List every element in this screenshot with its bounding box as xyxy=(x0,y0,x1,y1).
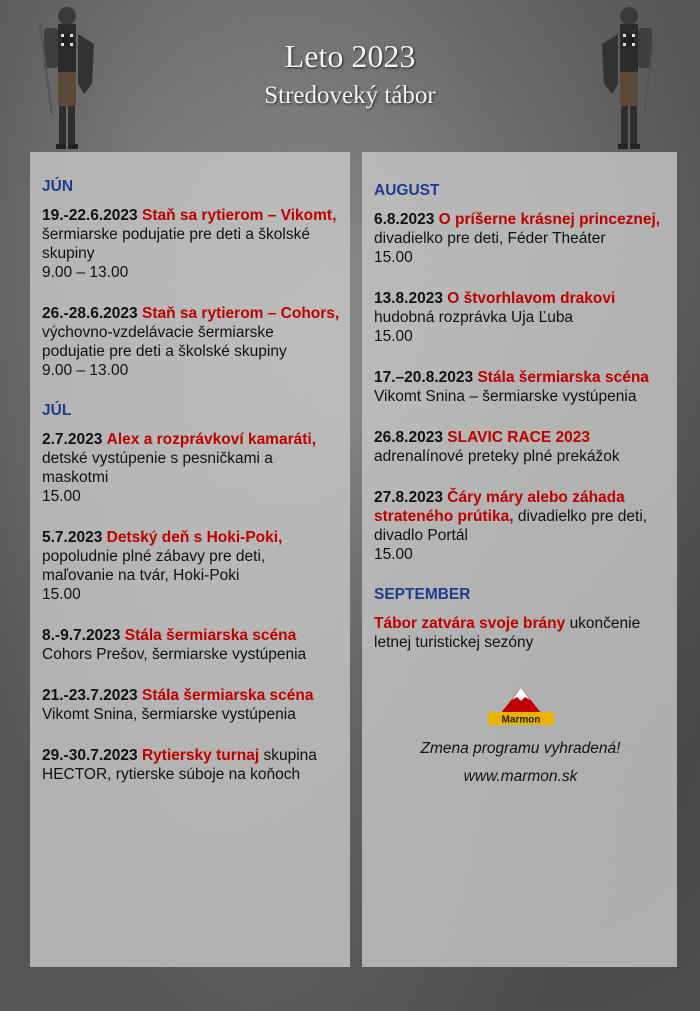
event-description: detské vystúpenie s pesničkami a maskotmi xyxy=(42,450,273,486)
marmon-logo-icon xyxy=(486,684,556,728)
event-description: Vikomt Snina, šermiarske vystúpenia xyxy=(42,706,296,723)
event-date: 19.-22.6.2023 xyxy=(42,207,138,224)
event-name: Stála šermiarska scéna xyxy=(141,687,314,704)
event-date: 17.–20.8.2023 xyxy=(374,369,474,386)
event-description: popoludnie plné zábavy pre deti, maľovanie na tvár, Hoki-Poki xyxy=(42,548,266,584)
event-item xyxy=(374,428,667,466)
event-time: 15.00 xyxy=(42,488,81,505)
event-item xyxy=(42,746,340,784)
event-description: ukončenie letnej turistickej sezóny xyxy=(374,615,641,651)
event-date: 8.-9.7.2023 xyxy=(42,627,121,644)
event-time: 9.00 – 13.00 xyxy=(42,362,129,379)
event-item xyxy=(42,430,340,506)
logo-text: Marmon xyxy=(501,714,540,726)
event-item xyxy=(42,206,340,282)
event-item xyxy=(42,626,340,664)
event-date: 27.8.2023 xyxy=(374,489,443,506)
event-description: výchovno-vzdelávacie šermiarske podujatie pre deti a školské skupiny xyxy=(42,324,287,360)
event-description: šermiarske podujatie pre deti a školské skupiny xyxy=(42,226,310,262)
event-description: divadielko pre deti, divadlo Portál xyxy=(374,508,648,544)
event-name: Alex a rozprávkoví kamaráti, xyxy=(106,431,317,448)
website-link[interactable]: www.marmon.sk xyxy=(463,768,578,785)
event-name: Stála šermiarska scéna xyxy=(124,627,297,644)
event-name: Tábor zatvára svoje brány xyxy=(374,615,566,632)
event-date: 26.-28.6.2023 xyxy=(42,305,138,322)
month-heading: SEPTEMBER xyxy=(374,586,471,603)
month-heading: JÚL xyxy=(42,402,72,419)
event-name: Stála šermiarska scéna xyxy=(477,369,649,386)
event-description: Vikomt Snina – šermiarske vystúpenia xyxy=(374,388,637,405)
event-name: Staň sa rytierom – Cohors, xyxy=(141,305,340,322)
event-description: skupina HECTOR, rytierske súboje na koňoch xyxy=(42,747,317,783)
event-description: Cohors Prešov, šermiarske vystúpenia xyxy=(42,646,307,663)
event-name: Detský deň s Hoki-Poki, xyxy=(106,529,283,546)
event-description: divadielko pre deti, Féder Theáter xyxy=(374,230,606,247)
event-item xyxy=(42,304,340,380)
knight-right-icon xyxy=(596,4,662,152)
event-date: 5.7.2023 xyxy=(42,529,103,546)
event-time: 15.00 xyxy=(42,586,81,603)
event-date: 6.8.2023 xyxy=(374,211,435,228)
knight-left-icon xyxy=(34,4,100,152)
event-date: 29.-30.7.2023 xyxy=(42,747,138,764)
event-name: O príšerne krásnej princeznej, xyxy=(438,211,661,228)
event-time: 15.00 xyxy=(374,328,413,345)
month-heading: JÚN xyxy=(42,178,74,195)
event-description: adrenalínové preteky plné prekážok xyxy=(374,448,620,465)
event-item xyxy=(374,614,667,652)
event-item xyxy=(374,488,667,564)
header xyxy=(0,0,700,150)
event-name: Staň sa rytierom – Vikomt, xyxy=(141,207,337,224)
event-item xyxy=(374,289,667,346)
event-description: hudobná rozprávka Uja Ľuba xyxy=(374,309,574,326)
event-time: 15.00 xyxy=(374,249,413,266)
event-name: O štvorhlavom drakovi xyxy=(447,290,616,307)
program-panel-left xyxy=(30,152,350,967)
program-panel-right xyxy=(362,152,677,967)
page-subtitle: Stredoveký tábor xyxy=(264,82,436,109)
event-item xyxy=(374,368,667,406)
event-time: 15.00 xyxy=(374,546,413,563)
event-date: 2.7.2023 xyxy=(42,431,103,448)
page-title: Leto 2023 xyxy=(284,38,416,74)
event-item xyxy=(42,528,340,604)
event-item xyxy=(374,210,667,267)
event-date: 21.-23.7.2023 xyxy=(42,687,138,704)
event-name: Rytiersky turnaj xyxy=(141,747,260,764)
month-heading: AUGUST xyxy=(374,182,440,199)
event-name: SLAVIC RACE 2023 xyxy=(447,429,590,446)
event-date: 26.8.2023 xyxy=(374,429,443,446)
event-name: Čáry máry alebo záhada strateného prútika, xyxy=(374,489,625,525)
event-item xyxy=(42,686,340,724)
event-time: 9.00 – 13.00 xyxy=(42,264,129,281)
program-change-note: Zmena programu vyhradená! xyxy=(420,740,621,757)
event-date: 13.8.2023 xyxy=(374,290,443,307)
